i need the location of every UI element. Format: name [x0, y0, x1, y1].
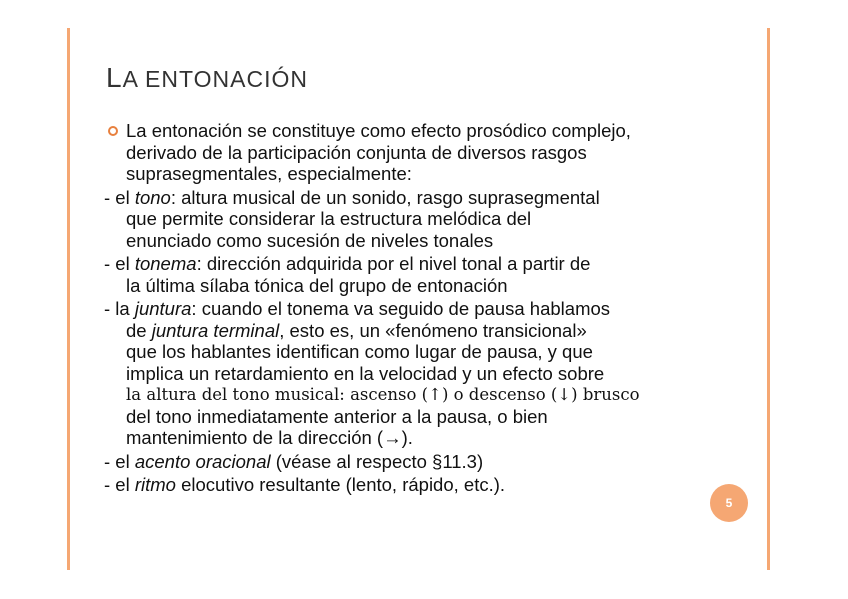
text-line: enunciado como sucesión de niveles tonales	[126, 229, 494, 251]
dash-marker: - el	[104, 474, 135, 495]
definition-text: (véase al respecto §11.3)	[270, 450, 484, 472]
term: acento oracional	[134, 450, 271, 472]
list-item-ritmo	[104, 474, 704, 496]
definition-text: elocutivo resultante (lento, rápido, etc.).	[175, 474, 506, 495]
list-item-tonema	[104, 253, 704, 296]
text-line: suprasegmentales, especialmente:	[126, 163, 412, 184]
dash-marker: - el	[104, 186, 135, 208]
text-line: del tono inmediatamente anterior a la pausa, o bien	[126, 405, 548, 427]
text-line: derivado de la participación conjunta de diversos rasgos	[126, 141, 587, 163]
title-initial: L	[106, 62, 123, 93]
text-line	[104, 474, 704, 496]
term: juntura	[134, 298, 192, 319]
text-line: la última sílaba tónica del grupo de entonación	[126, 274, 508, 296]
text-line: implica un retardamiento en la velocidad y un efecto sobre	[126, 362, 605, 384]
text-line: mantenimiento de la dirección (→).	[126, 427, 413, 448]
definition-text: : dirección adquirida por el nivel tonal a partir de	[196, 253, 591, 274]
slide-title	[106, 62, 308, 94]
term: tonema	[134, 253, 197, 274]
text-line: la altura del tono musical: ascenso (↑) o descenso (↓) brusco	[126, 385, 640, 404]
slide-body	[104, 120, 704, 498]
text-line: que los hablantes identifican como lugar de pausa, y que	[126, 341, 593, 362]
list-item-juntura	[104, 298, 704, 449]
title-rest: A ENTONACIÓN	[122, 66, 308, 92]
text-line	[104, 253, 704, 275]
dash-marker: - la	[104, 298, 135, 319]
text-line	[126, 320, 704, 342]
text-line	[104, 187, 704, 209]
text-fragment: , esto es, un «fenómeno transicional»	[279, 319, 587, 341]
left-accent-rule	[67, 28, 70, 570]
term: juntura terminal	[151, 319, 280, 341]
dash-marker: - el	[104, 450, 135, 472]
circle-bullet-icon	[108, 126, 118, 136]
text-line: La entonación se constituye como efecto prosódico complejo,	[126, 120, 631, 141]
list-item-acento	[104, 451, 704, 473]
bullet-item-intro	[104, 120, 704, 185]
definition-text: : cuando el tonema va seguido de pausa hablamos	[191, 298, 611, 319]
term: tono	[134, 186, 171, 208]
dash-marker: - el	[104, 253, 135, 274]
right-accent-rule	[767, 28, 770, 570]
list-item-tono	[104, 187, 704, 252]
text-line	[104, 298, 704, 320]
term: ritmo	[134, 474, 176, 495]
page-number-badge: 5	[710, 484, 748, 522]
text-line	[104, 451, 704, 473]
definition-text: : altura musical de un sonido, rasgo suprasegmental	[170, 186, 600, 208]
text-fragment: de	[126, 319, 152, 341]
text-line: que permite considerar la estructura melódica del	[126, 208, 532, 229]
